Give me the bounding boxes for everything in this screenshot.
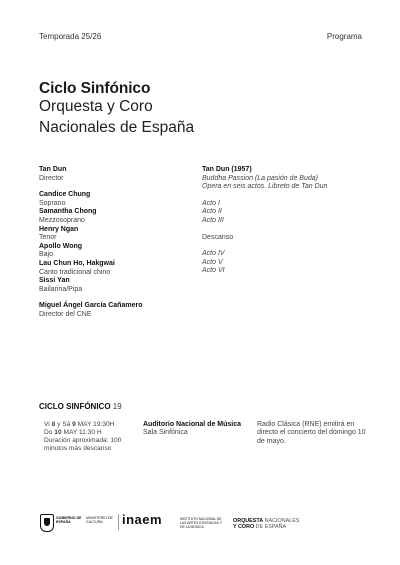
work-program — [202, 166, 372, 276]
intermission-label: Descanso — [202, 233, 234, 241]
performer-name: Sissi Yan — [39, 277, 70, 285]
performer-name: Candice Chung — [39, 191, 91, 199]
weekday: y Sá — [57, 421, 71, 428]
performer-name: Apollo Wong — [39, 242, 83, 250]
performer-conductor — [39, 166, 179, 183]
performer-name: Miguel Ángel García Cañamero — [39, 302, 143, 310]
weekday: Vi — [44, 421, 50, 428]
ocne-word: ORQUESTA — [233, 518, 264, 524]
performer-role: Director del CNE — [39, 310, 92, 318]
performer-name: Samantha Chong — [39, 208, 97, 216]
act-item: Acto V — [202, 258, 223, 266]
day-number: 9 — [72, 421, 76, 428]
page-subtitle-line2: Nacionales de España — [39, 119, 195, 136]
program-label: Programa — [326, 32, 362, 41]
work-composer: Tan Dun (1957) — [202, 166, 252, 173]
performer-role: Bajo — [39, 251, 54, 259]
coat-of-arms-icon — [40, 514, 54, 532]
day-number: 10 — [54, 429, 62, 436]
act-item: Acto III — [202, 216, 224, 224]
performer — [39, 191, 179, 208]
performer-role: Soprano — [39, 199, 66, 207]
cycle-label: CICLO SINFÓNICO — [39, 402, 111, 411]
venue-info — [143, 421, 253, 438]
performer-name: Tan Dun — [39, 166, 67, 173]
ministry-logo-text: MINISTERIO DE CULTURA — [86, 516, 113, 525]
sponsor-logos — [40, 512, 370, 534]
concert-dates — [44, 421, 136, 453]
performer — [39, 226, 179, 243]
ocne-logo — [233, 518, 299, 530]
season-label: Temporada 25/26 — [39, 32, 102, 41]
logo-divider — [118, 514, 119, 530]
page-subtitle-line1: Orquesta y Coro — [39, 98, 153, 115]
performer-role: Mezzosoprano — [39, 216, 85, 224]
inaem-logo: inaem — [122, 512, 163, 527]
month-time: MAY 11:30 H — [63, 429, 102, 436]
weekday: Do — [44, 429, 53, 436]
date-line-2 — [44, 429, 136, 437]
performer-role: Tenor — [39, 234, 57, 242]
performer — [39, 277, 179, 294]
performer-role: Bailarina/Pipa — [39, 285, 83, 293]
performer — [39, 208, 179, 225]
work-subtitle: Ópera en seis actos. Libreto de Tan Dun — [202, 183, 328, 191]
performer-role: Director — [39, 174, 64, 182]
date-line-1 — [44, 421, 136, 429]
ocne-word: NACIONALES — [264, 518, 300, 524]
performer — [39, 260, 179, 277]
inaem-description: INSTITUTO NACIONAL DE LAS ARTES ESCÉNICAS Y DE LA MÚSICA — [180, 517, 223, 529]
performer-choir-director — [39, 302, 179, 319]
venue-name: Auditorio Nacional de Música — [143, 421, 242, 428]
act-item: Acto IV — [202, 250, 225, 258]
radio-broadcast-note: Radio Clásica (RNE) emitirá en directo el concierto del domingo 10 de mayo. — [257, 421, 366, 445]
month-time: MAY 19:30H — [77, 421, 115, 428]
performer — [39, 243, 179, 260]
act-item: Acto VI — [202, 267, 225, 275]
performer-name: Henry Ngan — [39, 225, 79, 233]
performer-role: Canto tradicional chino — [39, 268, 111, 276]
performers-list — [39, 166, 179, 320]
gobierno-logo-text: GOBIERNO DE ESPAÑA — [56, 516, 82, 525]
ocne-word: DE ESPAÑA — [255, 524, 287, 530]
cycle-number: 19 — [112, 402, 122, 411]
venue-hall: Sala Sinfónica — [143, 429, 188, 437]
duration-note: Duración aproximada: 100 minutos más descanso — [44, 437, 122, 452]
performer-name: Lau Chun Ho, Hakgwai — [39, 259, 115, 267]
act-item: Acto II — [202, 208, 222, 216]
cycle-heading — [39, 402, 122, 411]
act-item: Acto I — [202, 199, 220, 207]
work-title: Buddha Passion (La pasión de Buda) — [202, 174, 318, 182]
day-number: 8 — [51, 421, 56, 428]
page-title: Ciclo Sinfónico — [39, 80, 151, 97]
ocne-word: Y CORO — [233, 524, 255, 530]
